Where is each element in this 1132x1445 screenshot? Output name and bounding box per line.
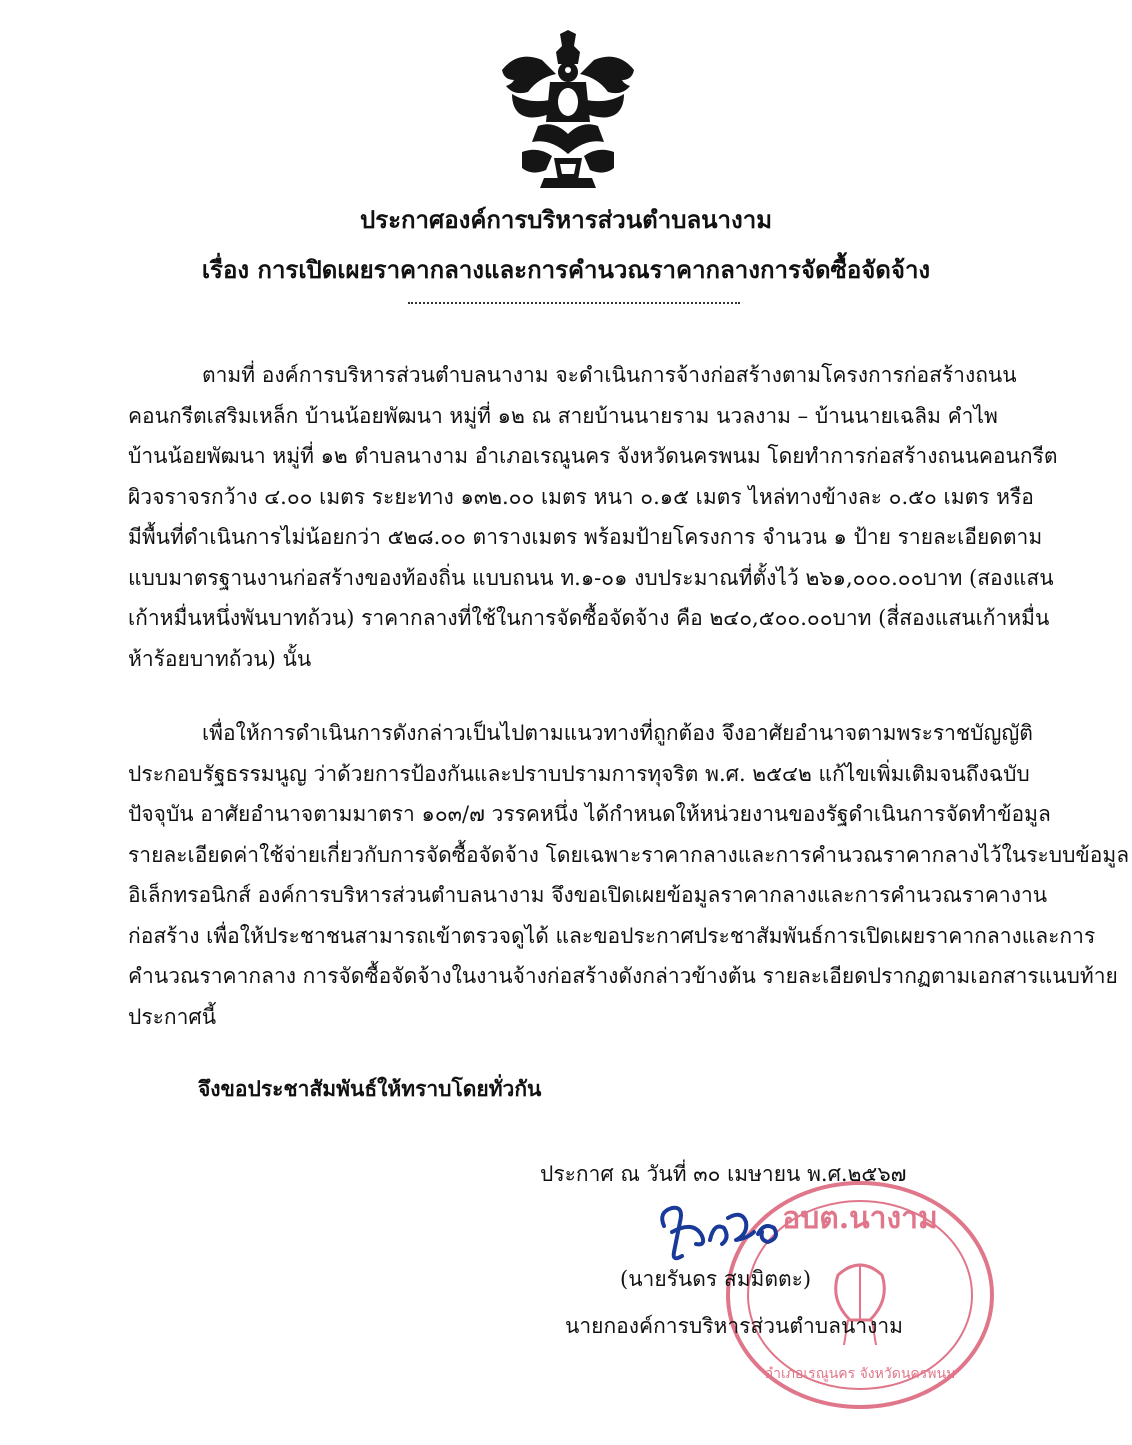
- paragraph-1: [128, 355, 1058, 679]
- paragraph-line: ก่อสร้าง เพื่อให้ประชาชนสามารถเข้าตรวจดูได้ และขอประกาศประชาสัมพันธ์การเปิดเผยราคากลางและการ: [128, 923, 1096, 948]
- stamp-subtext: อำเภอเรณูนคร จังหวัดนครพนม: [764, 1366, 956, 1382]
- garuda-emblem: [498, 30, 638, 190]
- paragraph-line: รายละเอียดค่าใช้จ่ายเกี่ยวกับการจัดซื้อจัดจ้าง โดยเฉพาะราคากลางและการคำนวณราคากลางไว้ในระบบข้อมูล: [128, 842, 1130, 867]
- signatory-position: นายกองค์การบริหารส่วนตำบลนางาม: [565, 1314, 904, 1338]
- announcement-date: ประกาศ ณ วันที่ ๓๐ เมษายน พ.ศ.๒๕๖๗: [540, 1162, 907, 1186]
- paragraph-line: เพื่อให้การดำเนินการดังกล่าวเป็นไปตามแนวทางที่ถูกต้อง จึงอาศัยอำนาจตามพระราชบัญญัติ: [202, 721, 1033, 745]
- paragraph-line: ห้าร้อยบาทถ้วน) นั้น: [128, 646, 312, 671]
- paragraph-line: แบบมาตรฐานงานก่อสร้างของท้องถิ่น แบบถนน ท.๑-๐๑ งบประมาณที่ตั้งไว้ ๒๖๑,๐๐๐.๐๐บาท (สองแสน: [128, 565, 1054, 590]
- paragraph-line: มีพื้นที่ดำเนินการไม่น้อยกว่า ๕๒๘.๐๐ ตารางเมตร พร้อมป้ายโครงการ จำนวน ๑ ป้าย รายละเอียดตาม: [128, 525, 1043, 549]
- paragraph-line: คำนวณราคากลาง การจัดซื้อจัดจ้างในงานจ้างก่อสร้างดังกล่าวข้างต้น รายละเอียดปรากฏตามเอกสารแนบท้าย: [128, 964, 1118, 988]
- paragraph-line: คอนกรีตเสริมเหล็ก บ้านน้อยพัฒนา หมู่ที่ ๑๒ ณ สายบ้านนายราม นวลงาม – บ้านนายเฉลิม คำไพ: [128, 403, 998, 428]
- paragraph-2: [128, 713, 1130, 1037]
- closing-statement: จึงขอประชาสัมพันธ์ให้ทราบโดยทั่วกัน: [198, 1076, 542, 1101]
- signatory-name: (นายรันดร สมมิตตะ): [620, 1267, 812, 1291]
- paragraph-line: เก้าหมื่นหนึ่งพันบาทถ้วน) ราคากลางที่ใช้ในการจัดซื้อจัดจ้าง คือ ๒๔๐,๕๐๐.๐๐บาท (สี่สองแสนเก้าหมื่น: [128, 606, 1050, 630]
- paragraph-line: บ้านน้อยพัฒนา หมู่ที่ ๑๒ ตำบลนางาม อำเภอเรณูนคร จังหวัดนครพนม โดยทำการก่อสร้างถนนคอนกรีต: [128, 444, 1058, 468]
- paragraph-line: ผิวจราจรกว้าง ๔.๐๐ เมตร ระยะทาง ๑๓๒.๐๐ เมตร หนา ๐.๑๕ เมตร ไหล่ทางข้างละ ๐.๕๐ เมตร หรือ: [128, 484, 1034, 509]
- announcement-title: ประกาศองค์การบริหารส่วนตำบลนางาม: [359, 205, 773, 234]
- title-divider: [408, 302, 740, 304]
- paragraph-line: อิเล็กทรอนิกส์ องค์การบริหารส่วนตำบลนางาม จึงขอเปิดเผยข้อมูลราคากลางและการคำนวณราคางาน: [128, 883, 1048, 907]
- signature-mark: [650, 1192, 790, 1272]
- announcement-subject: เรื่อง การเปิดเผยราคากลางและการคำนวณราคากลางการจัดซื้อจัดจ้าง: [201, 255, 931, 284]
- paragraph-line: ปัจจุบัน อาศัยอำนาจตามมาตรา ๑๐๓/๗ วรรคหนึ่ง ได้กำหนดให้หน่วยงานของรัฐดำเนินการจัดทำข้อมูล: [128, 802, 1051, 826]
- stamp-text: อบต.นางาม: [782, 1201, 938, 1236]
- paragraph-line: ประกอบรัฐธรรมนูญ ว่าด้วยการป้องกันและปราบปรามการทุจริต พ.ศ. ๒๕๔๒ แก้ไขเพิ่มเติมจนถึงฉบับ: [128, 761, 1030, 786]
- paragraph-line: ตามที่ องค์การบริหารส่วนตำบลนางาม จะดำเนินการจ้างก่อสร้างตามโครงการก่อสร้างถนน: [202, 363, 1017, 387]
- paragraph-line: ประกาศนี้: [128, 1004, 217, 1029]
